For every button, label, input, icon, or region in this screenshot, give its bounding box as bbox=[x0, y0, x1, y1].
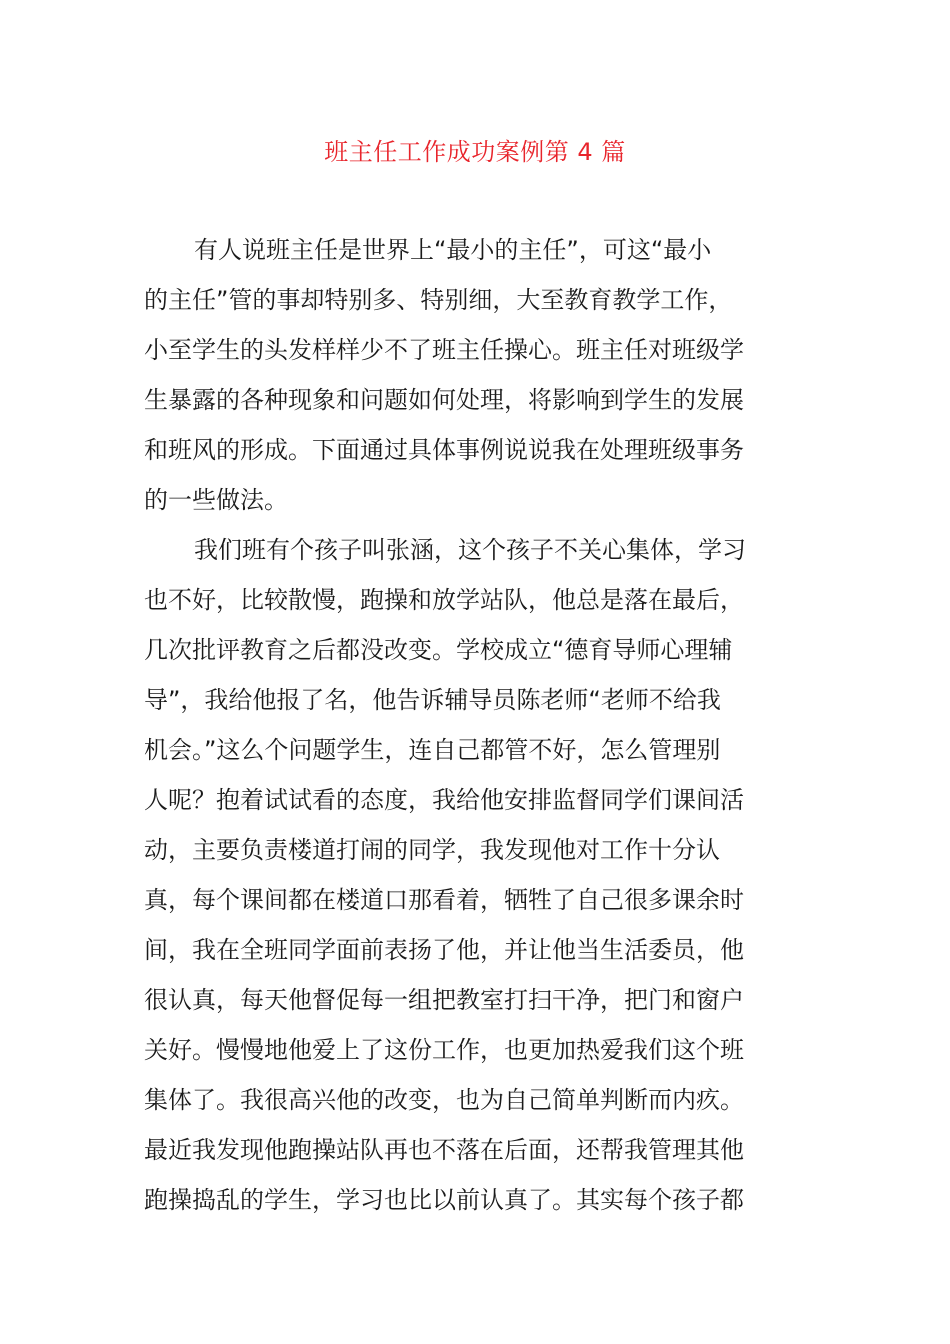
text-line: 最近我发现他跑操站队再也不落在后面，还帮我管理其他 bbox=[144, 1136, 744, 1164]
document-title: 班主任工作成功案例第 4 篇 bbox=[324, 138, 626, 166]
text-line: 很认真，每天他督促每一组把教室打扫干净，把门和窗户 bbox=[144, 986, 744, 1014]
text-line: 小至学生的头发样样少不了班主任操心。班主任对班级学 bbox=[144, 336, 744, 364]
text-line: 关好。慢慢地他爱上了这份工作，也更加热爱我们这个班 bbox=[144, 1036, 744, 1064]
text-line: 真，每个课间都在楼道口那看着，牺牲了自己很多课余时 bbox=[144, 886, 744, 914]
text-line: 跑操捣乱的学生，学习也比以前认真了。其实每个孩子都 bbox=[144, 1186, 744, 1214]
text-line: 我们班有个孩子叫张涵，这个孩子不关心集体，学习 bbox=[194, 536, 746, 564]
text-line: 动，主要负责楼道打闹的同学，我发现他对工作十分认 bbox=[144, 836, 720, 864]
text-line: 几次批评教育之后都没改变。学校成立“德育导师心理辅 bbox=[144, 636, 733, 664]
text-line: 人呢？抱着试试看的态度，我给他安排监督同学们课间活 bbox=[144, 786, 744, 814]
text-line: 也不好，比较散慢，跑操和放学站队，他总是落在最后， bbox=[144, 586, 744, 614]
text-line: 机会。”这么个问题学生，连自己都管不好，怎么管理别 bbox=[144, 736, 721, 764]
text-line: 的主任”管的事却特别多、特别细，大至教育教学工作， bbox=[144, 286, 733, 314]
text-line: 生暴露的各种现象和问题如何处理，将影响到学生的发展 bbox=[144, 386, 744, 414]
text-line: 间，我在全班同学面前表扬了他，并让他当生活委员，他 bbox=[144, 936, 744, 964]
text-line: 集体了。我很高兴他的改变，也为自己简单判断而内疚。 bbox=[144, 1086, 744, 1114]
text-line: 的一些做法。 bbox=[144, 486, 288, 514]
document-body bbox=[144, 225, 808, 1225]
text-line: 导”，我给他报了名，他告诉辅导员陈老师“老师不给我 bbox=[144, 686, 721, 714]
text-line: 和班风的形成。下面通过具体事例说说我在处理班级事务 bbox=[144, 436, 744, 464]
text-line: 有人说班主任是世界上“最小的主任”，可这“最小 bbox=[194, 236, 712, 264]
